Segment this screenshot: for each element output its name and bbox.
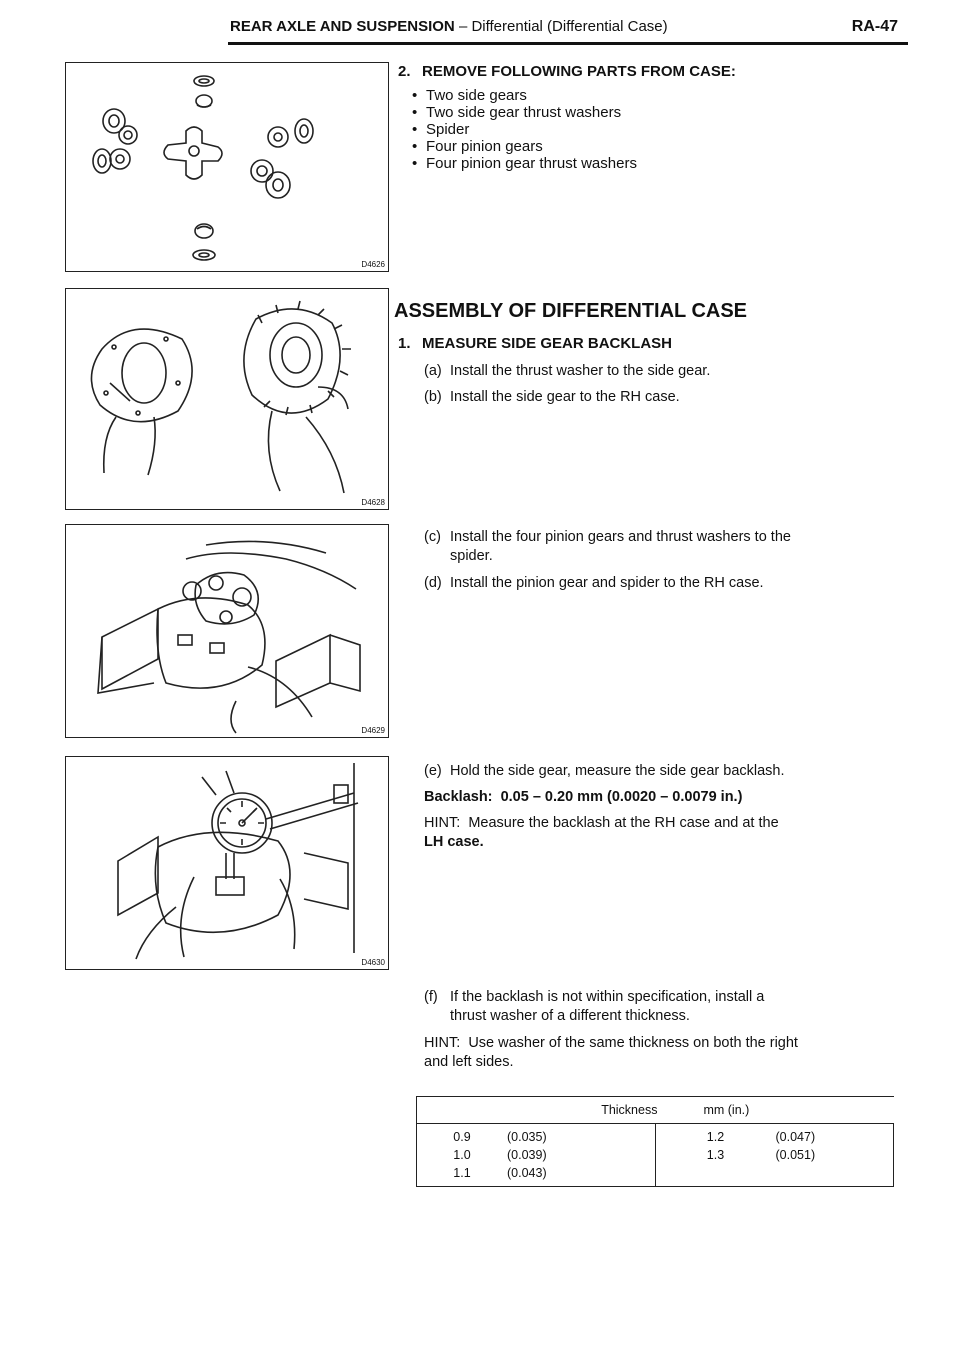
section-title: REAR AXLE AND SUSPENSION [230, 18, 455, 35]
substep-d [424, 574, 764, 593]
remove-step [398, 62, 736, 172]
table-row [417, 1128, 655, 1146]
backlash-spec [424, 788, 742, 807]
cell-mm: 1.1 [453, 1166, 471, 1180]
cell-mm: 0.9 [453, 1130, 471, 1144]
cell-in: (0.039) [507, 1148, 547, 1162]
substep-text: Hold the side gear, measure the side gear backlash. [450, 763, 785, 779]
step-number: 1. [398, 335, 411, 352]
substep-text-cont: thrust washer of a different thickness. [450, 1008, 690, 1024]
exploded-parts-illustration [66, 63, 388, 271]
hint-text-cont: LH case. [424, 834, 484, 850]
cell-in: (0.051) [775, 1148, 816, 1162]
table-row [656, 1128, 894, 1146]
step-heading: MEASURE SIDE GEAR BACKLASH [422, 335, 673, 352]
table-col-left [417, 1124, 656, 1187]
washer-gear-illustration [66, 289, 388, 509]
cell-mm: 1.0 [453, 1148, 471, 1162]
substep-text: Install the four pinion gears and thrust washers to the [450, 529, 791, 545]
substep-text-cont: spider. [450, 548, 493, 564]
substep-a [424, 362, 710, 381]
substep-c [424, 528, 791, 566]
step-heading: REMOVE FOLLOWING PARTS FROM CASE: [422, 63, 736, 80]
figure-code: D4628 [361, 498, 385, 507]
substep-text: Install the thrust washer to the side gear. [450, 363, 711, 379]
step-number: 2. [398, 63, 411, 80]
parts-list [412, 87, 736, 172]
substep-tag: (d) [424, 575, 442, 591]
substep-e [424, 762, 785, 781]
figure-code: D4629 [361, 726, 385, 735]
hint-text-cont: and left sides. [424, 1054, 514, 1070]
cell-mm: 1.2 [706, 1130, 725, 1144]
substep-b [424, 388, 680, 407]
hint-1 [424, 814, 779, 852]
hint-text: Measure the backlash at the RH case and at the [468, 815, 779, 831]
substep-tag: (e) [424, 763, 442, 779]
table-row [417, 1164, 655, 1182]
measure-step [398, 334, 672, 353]
figure-exploded-parts [65, 62, 389, 272]
substep-text: Install the pinion gear and spider to the RH case. [450, 575, 764, 591]
table-row [417, 1146, 655, 1164]
figure-code: D4630 [361, 958, 385, 967]
hint-label: HINT: [424, 815, 461, 831]
thickness-table [416, 1096, 894, 1187]
substep-tag: (b) [424, 389, 442, 405]
backlash-value: 0.05 – 0.20 mm (0.0020 – 0.0079 in.) [500, 789, 743, 805]
header-rule [228, 42, 908, 45]
page-header [230, 18, 906, 42]
list-item: • Four pinion gears [412, 138, 736, 155]
table-row [656, 1146, 894, 1164]
figure-code: D4626 [361, 260, 385, 269]
backlash-label: Backlash: [424, 789, 493, 805]
list-item: • Spider [412, 121, 736, 138]
substep-f [424, 988, 764, 1026]
cell-in: (0.035) [507, 1130, 547, 1144]
substep-tag: (f) [424, 989, 438, 1005]
list-item: • Four pinion gear thrust washers [412, 155, 736, 172]
section-heading: ASSEMBLY OF DIFFERENTIAL CASE [394, 300, 748, 322]
figure-washer-and-gear [65, 288, 389, 510]
cell-in: (0.043) [507, 1166, 547, 1180]
cell-in: (0.047) [775, 1130, 816, 1144]
substep-tag: (c) [424, 529, 441, 545]
table-header [417, 1097, 894, 1124]
hint-label: HINT: [424, 1035, 461, 1051]
figure-install-pinion [65, 524, 389, 738]
table-col-right [655, 1124, 894, 1187]
list-item: • Two side gears [412, 87, 736, 104]
header-unit: mm (in.) [703, 1103, 750, 1117]
cell-mm: 1.3 [706, 1148, 725, 1162]
subsection-title: – Differential (Differential Case) [458, 18, 668, 35]
install-pinion-illustration [66, 525, 388, 737]
hint-2 [424, 1034, 798, 1072]
list-item: • Two side gear thrust washers [412, 104, 736, 121]
measure-backlash-illustration [66, 757, 388, 969]
header-thickness: Thickness [601, 1103, 658, 1117]
substep-text: Install the side gear to the RH case. [450, 389, 680, 405]
substep-tag: (a) [424, 363, 442, 379]
page-number: RA-47 [851, 18, 898, 35]
hint-text: Use washer of the same thickness on both the right [468, 1035, 798, 1051]
substep-text: If the backlash is not within specification, install a [450, 989, 765, 1005]
figure-measure-backlash [65, 756, 389, 970]
